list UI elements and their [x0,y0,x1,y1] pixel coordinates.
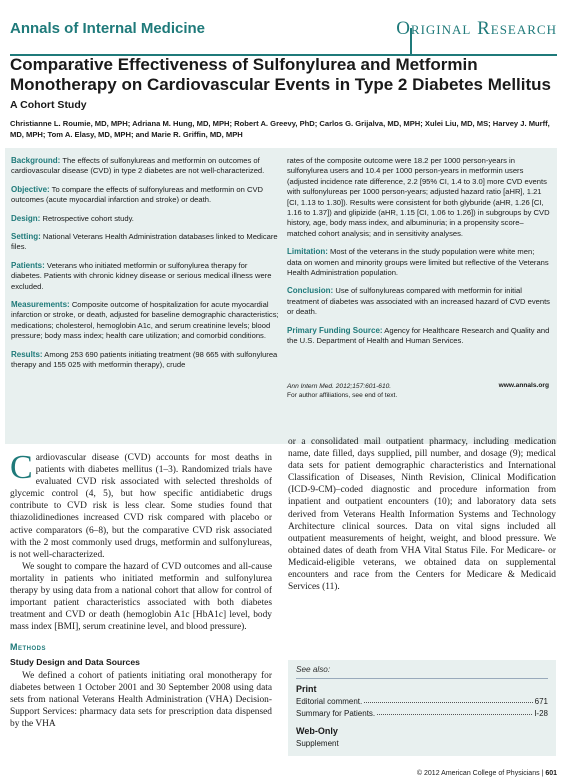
background-text: The effects of sulfonylureas and metformin on outcomes of cardiovascular disease (CVD) in type 2 diabetes are not well-characterized. [11,156,265,176]
results-text-right: rates of the composite outcome were 18.2 per 1000 person-years in sulfonylurea users and 10.4 per 1000 person-years in metformin users (adjusted incidence rate difference, 2.2 [95% CI, 1.4 to 3.0] more CVD events with sulfonylureas per 1000 person-years; adjusted hazard ratio [aHR], 1.21 [CI, 1.13 to 1.30]). Results were consistent for both glyburide (aHR, 1.26 [CI, 1.16 to 1.37]) and glipizide (aHR, 1.15 [CI, 1.06 to 1.26]) in subgroups by CVD history, age, body mass index, and albuminuria; in a propensity score–matched cohort analysis; and in sensitivity analyses. [287,156,550,238]
website-link[interactable]: www.annals.org [498,382,549,389]
editorial-comment-label: Editorial comment. [296,697,363,706]
background-label: Background: [11,156,61,165]
abstract-setting [11,232,279,253]
summary-label: Summary for Patients. [296,709,376,718]
body-right-column [288,436,556,593]
aim-paragraph: We sought to compare the hazard of CVD outcomes and all-cause mortality in patients who initiated metformin and sulfonylurea therapy by using data from a national cohort that allow for control of important patient characteristics associated with both diabetes treatment and CVD or death (hemoglobin A1c [HbA1c] level, body mass index [BMI], serum creatinine level, and blood pressure). [10,561,272,633]
setting-label: Setting: [11,232,41,242]
patients-label: Patients: [11,260,45,270]
abstract-funding [287,326,551,347]
see-also-box [288,660,556,756]
results-text-left: Among 253 690 patients initiating treatment (98 665 with sulfonylurea therapy and 155 025 with metformin therapy), crude [11,349,278,370]
methods-paragraph: We defined a cohort of patients initiating oral monotherapy for diabetes between 1 October 2001 and 30 September 2008 using data sets from national Veterans Health Administration (VHA) Decision-Support Services: pharmacy data sets for prescription data dispensed by the VHA [10,670,272,729]
author-list: Christianne L. Roumie, MD, MPH; Adriana M. Hung, MD, MPH; Robert A. Greevy, PhD; Carlos G. Grijalva, MD, MPH; Xulei Liu, MD, MS; Harvey J. Murff, MD, MPH; Tom A. Elasy, MD, MPH; and Marie R. Griffin, MD, MPH [10,119,550,139]
section-label: Original Research [396,18,557,39]
results-label: Results: [11,349,43,359]
copyright-text: © 2012 American College of Physicians [416,770,540,777]
measurements-label: Measurements: [11,300,70,310]
abstract-box [5,148,557,444]
design-label: Design: [11,213,41,223]
print-heading: Print [296,684,317,694]
journal-header [10,14,557,42]
see-also-title: See also: [296,665,331,674]
supplement-link[interactable] [296,739,548,748]
data-sources-paragraph: or a consolidated mail outpatient pharmacy, including medication name, date filled, days supplied, pill number, and dosage (9); medical data sets for patient demographic characteristics and International Classification of Diseases, Ninth Revision, Clinical Modification (ICD-9-CM)–coded diagnostic and procedure information from inpatient and outpatient encounters (10); and laboratory data sets derived from Veterans Health Information Systems and Technology Architecture clinical sources. Data on vital signs included all outpatient measurements of height, weight, and blood pressure. We obtained dates of death from VHA Vital Status File. For Medicare- or Medicaid-eligible veterans, we obtained data on supplemental encounters and race from the Centers for Medicare & Medicaid Services (11). [288,437,556,593]
editorial-comment-page: 671 [534,697,548,706]
summary-for-patients-link[interactable] [296,709,548,718]
abstract-background [11,156,279,177]
abstract-objective [11,185,279,206]
abstract-patients [11,261,279,292]
limitation-label: Limitation: [287,247,328,257]
funding-text: Agency for Healthcare Research and Quality and the U.S. Department of Health and Human Services. [287,325,550,346]
body-left-column [10,449,272,730]
abstract-left-column [11,156,279,379]
intro-text: ardiovascular disease (CVD) accounts for most deaths in patients with diabetes mellitus (1–3). Randomized trials have evaluated CVD risk associated with selected thresholds of glycemic control (4, 5), but how specific antidiabetic drugs contribute to CVD risk is less clear. Some studies found that thiazolidinediones increased CVD risk compared with placebo or active comparators (6–8), but the comparative CVD risk associated with the 2 most commonly used drugs, metformin and sulfonylureas, is not well-characterized. [10,453,272,560]
affiliations-note: For author affiliations, see end of text. [287,392,398,399]
patients-text: Veterans who initiated metformin or sulfonylurea therapy for diabetes. Patients with chronic kidney disease or serious medical illness were excluded. [11,260,272,291]
funding-label: Primary Funding Source: [287,325,383,335]
abstract-limitation [287,247,551,278]
study-design-subheading: Study Design and Data Sources [10,656,140,667]
leader-dots [377,709,532,715]
drop-cap: C [10,449,33,486]
conclusion-label: Conclusion: [287,286,334,296]
article-subtitle: A Cohort Study [10,99,87,111]
editorial-comment-link[interactable] [296,697,548,706]
journal-name: Annals of Internal Medicine [10,20,206,37]
conclusion-text: Use of sulfonylureas compared with metformin for initial treatment of diabetes was associated with an increased hazard of CVD events or death. [287,286,550,317]
abstract-conclusion [287,286,551,317]
setting-text: National Veterans Health Administration databases linked to Medicare files. [11,232,278,252]
leader-dots [364,697,532,703]
measurements-text: Composite outcome of hospitalization for acute myocardial infarction or stroke, or death, adjusted for baseline demographic characteristics; medications; cholesterol, hemoglobin A1c, and serum creatinine levels; blood pressure; body mass index; health care utilization; and comorbid conditions. [11,300,279,341]
abstract-design [11,214,279,224]
web-only-heading: Web-Only [296,726,338,736]
page-footer: © 2012 American College of Physicians | 601 [416,770,557,777]
objective-label: Objective: [11,184,50,194]
see-also-rule [296,678,548,679]
design-text: Retrospective cohort study. [42,213,134,223]
abstract-measurements [11,300,279,342]
methods-heading: Methods [10,642,46,653]
abstract-right-column [287,156,551,355]
page-number: 601 [545,770,557,777]
objective-text: To compare the effects of sulfonylureas and metformin on CVD outcomes (acute myocardial infarction and stroke) or death. [11,184,263,205]
supplement-label: Supplement [296,739,339,748]
article-title: Comparative Effectiveness of Sulfonylurea and Metformin Monotherapy on Cardiovascular Events in Type 2 Diabetes Mellitus [10,55,551,94]
limitation-text: Most of the veterans in the study population were white men; data on women and minority groups were limited but reflective of the Veterans Health Administration population. [287,247,549,278]
intro-paragraph [10,449,272,561]
citation-text: Ann Intern Med. 2012;157:601-610. [287,383,392,390]
summary-page: I-28 [534,709,548,718]
abstract-results [11,350,279,371]
